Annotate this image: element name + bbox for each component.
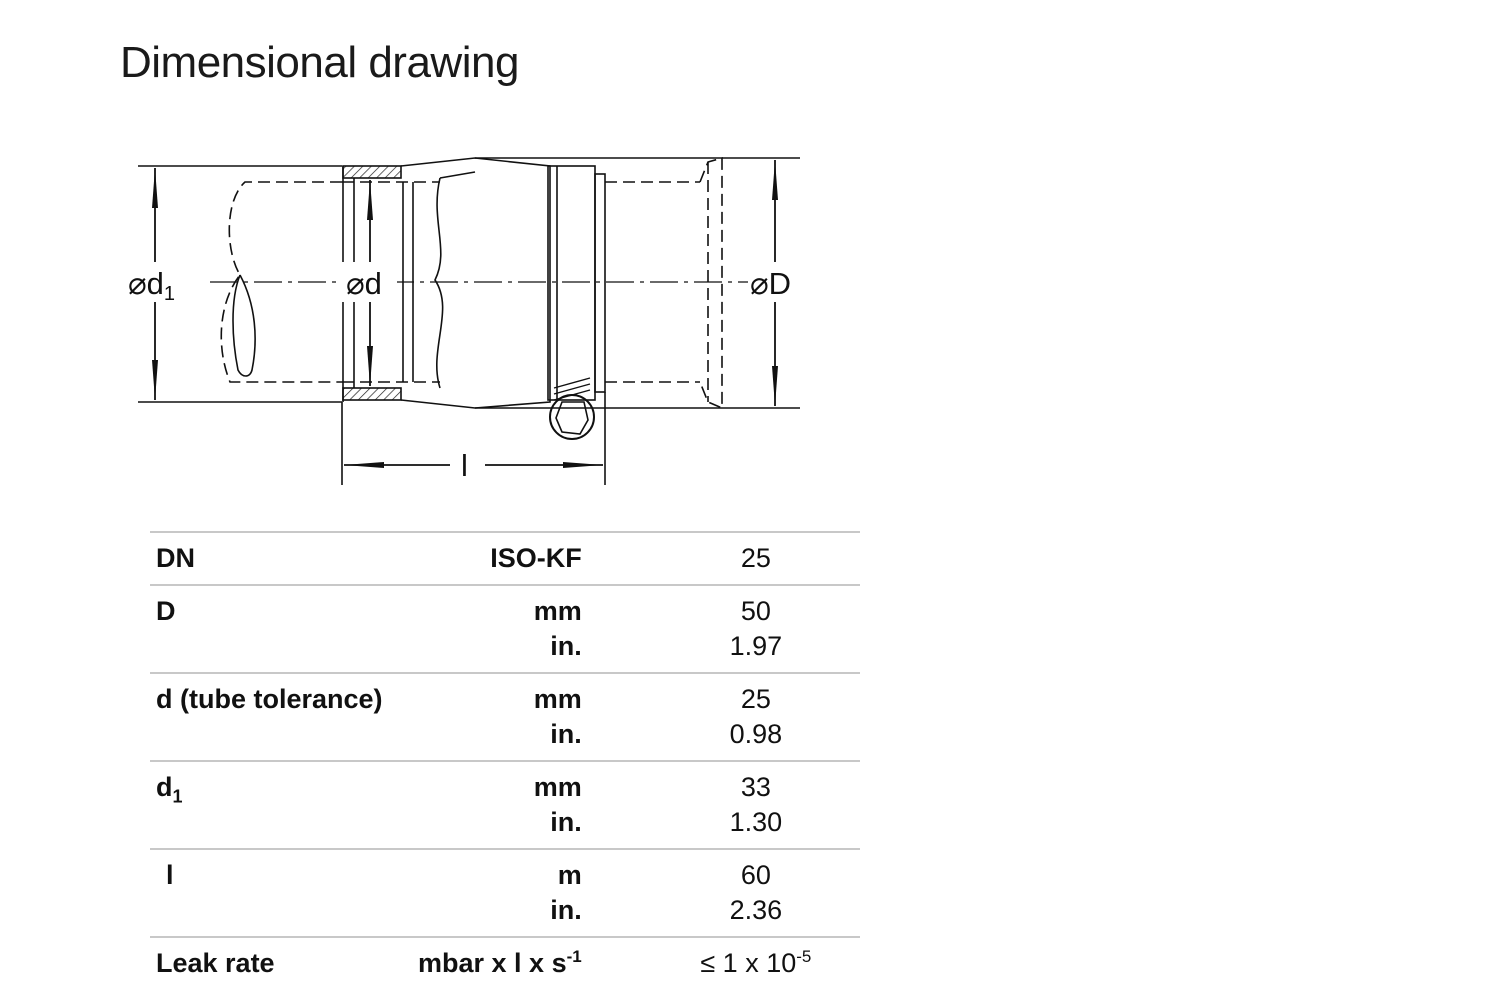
value-cell: 33 1.30 <box>588 761 860 849</box>
param-cell: l <box>150 849 412 937</box>
value-cell: 50 1.97 <box>588 585 860 673</box>
value-cell: ≤ 1 x $10^{-5}$ <box>588 937 860 989</box>
seal-bottom <box>343 388 401 400</box>
table-row-leak <box>150 937 860 989</box>
param-cell: Leak rate <box>150 937 412 989</box>
table-row <box>150 585 860 673</box>
value-cell: 25 <box>588 532 860 585</box>
flange-outline <box>700 158 722 408</box>
param-cell: DN <box>150 532 412 585</box>
param-cell: d (tube tolerance) <box>150 673 412 761</box>
clamp-band <box>548 166 595 400</box>
label-d1: ⌀d1 <box>128 266 176 305</box>
value-cell: 25 0.98 <box>588 673 860 761</box>
value-cell: 60 2.36 <box>588 849 860 937</box>
unit-cell: mm in. <box>412 761 588 849</box>
seal-top <box>343 166 401 178</box>
tube-break <box>233 275 255 376</box>
unit-cell: mbar x l x $s^{-1}$ <box>412 937 588 989</box>
unit-cell: mm in. <box>412 585 588 673</box>
unit-cell: m in. <box>412 849 588 937</box>
label-l: l <box>461 448 468 483</box>
unit-cell: ISO-KF <box>412 532 588 585</box>
table-row <box>150 673 860 761</box>
cone-body <box>401 158 550 408</box>
param-cell: $d_1$ <box>150 761 412 849</box>
param-cell: D <box>150 585 412 673</box>
table-row <box>150 532 860 585</box>
label-D: ⌀D <box>750 266 792 301</box>
page-title: Dimensional drawing <box>120 38 519 87</box>
dimensional-drawing <box>110 130 830 500</box>
label-d: ⌀d <box>346 266 382 301</box>
unit-cell: mm in. <box>412 673 588 761</box>
table-row <box>150 849 860 937</box>
table-row <box>150 761 860 849</box>
dimensions-table <box>150 531 860 989</box>
